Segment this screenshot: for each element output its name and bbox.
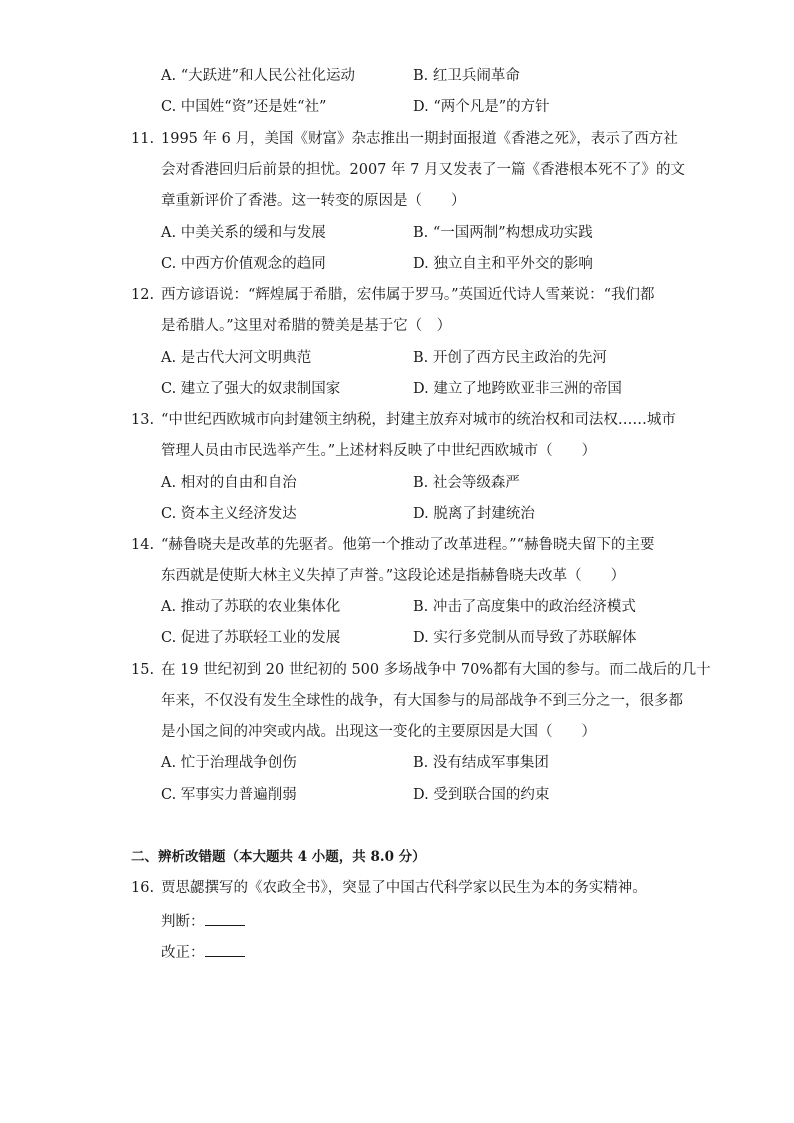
q15-stem-line3: 是小国之间的冲突或内战。出现这一变化的主要原因是大国（ ）: [161, 724, 596, 740]
q13-stem-line1: “中世纪西欧城市向封建领主纳税，封建主放弃对城市的统治权和司法权……城市: [161, 412, 676, 428]
q14-option-a: A. 推动了苏联的农业集体化: [161, 599, 341, 615]
q11-stem-line3: 章重新评价了香港。这一转变的原因是（ ）: [161, 193, 466, 209]
q15-stem-line2: 年来，不仅没有发生全球性的战争，有大国参与的局部战争不到三分之一，很多都: [161, 693, 683, 709]
q15-option-d: D. 受到联合国的约束: [413, 787, 550, 803]
q16-correct-label: 改正：: [161, 945, 205, 961]
q12-stem-line2: 是希腊人。”这里对希腊的赞美是基于它（ ）: [161, 318, 452, 334]
q10-option-c: C. 中国姓“资”还是姓“社”: [161, 99, 327, 115]
q15-option-c: C. 军事实力普遍削弱: [161, 787, 297, 803]
q12-option-a: A. 是古代大河文明典范: [161, 350, 312, 366]
q10-option-d: D. “两个凡是”的方针: [413, 99, 550, 115]
q11-option-a: A. 中美关系的缓和与发展: [161, 225, 326, 241]
q11-stem-line1: 1995 年 6 月，美国《财富》杂志推出一期封面报道《香港之死》，表示了西方社: [161, 131, 678, 147]
q14-stem-line1: “赫鲁晓夫是改革的先驱者。他第一个推动了改革进程。”“赫鲁晓夫留下的主要: [161, 537, 655, 553]
q14-stem-line2: 东西就是使斯大林主义失掉了声誉。”这段论述是指赫鲁晓夫改革（ ）: [161, 568, 626, 584]
q16-judge-label: 判断：: [161, 914, 205, 930]
section-heading: 二、辨析改错题（本大题共 4 小题，共 8.0 分）: [131, 849, 426, 865]
q10-option-a: A. “大跃进”和人民公社化运动: [161, 68, 356, 84]
q12-option-b: B. 开创了西方民主政治的先河: [413, 350, 607, 366]
q10-option-b: B. 红卫兵闹革命: [413, 68, 520, 84]
q16-correct-blank[interactable]: [205, 942, 245, 957]
q16-correct-row: [161, 942, 245, 962]
q11-option-b: B. “一国两制”构想成功实践: [413, 225, 593, 241]
q14-option-b: B. 冲击了高度集中的政治经济模式: [413, 599, 636, 615]
q15-number: 15.: [131, 662, 155, 678]
q11-stem-line2: 会对香港回归后前景的担忧。2007 年 7 月又发表了一篇《香港根本死不了》的文: [161, 162, 685, 178]
q12-option-d: D. 建立了地跨欧亚非三洲的帝国: [413, 381, 622, 397]
q16-judge-row: [161, 911, 245, 931]
q12-option-c: C. 建立了强大的奴隶制国家: [161, 381, 341, 397]
q16-judge-blank[interactable]: [205, 911, 245, 926]
q11-number: 11.: [131, 131, 155, 147]
q16-stem-line1: 贾思勰撰写的《农政全书》，突显了中国古代科学家以民生为本的务实精神。: [161, 880, 647, 896]
q13-option-b: B. 社会等级森严: [413, 475, 520, 491]
q13-option-d: D. 脱离了封建统治: [413, 506, 535, 522]
q13-option-c: C. 资本主义经济发达: [161, 506, 297, 522]
q15-option-a: A. 忙于治理战争创伤: [161, 755, 297, 771]
q11-option-c: C. 中西方价值观念的趋同: [161, 256, 326, 272]
q13-stem-line2: 管理人员由市民选举产生。”上述材料反映了中世纪西欧城市（ ）: [161, 443, 597, 459]
q13-number: 13.: [131, 412, 155, 428]
q15-stem-line1: 在 19 世纪初到 20 世纪初的 500 多场战争中 70%都有大国的参与。而二战后的几十: [161, 662, 711, 678]
q12-number: 12.: [131, 287, 155, 303]
q12-stem-line1: 西方谚语说：“辉煌属于希腊，宏伟属于罗马。”英国近代诗人雪莱说：“我们都: [161, 287, 655, 303]
q13-option-a: A. 相对的自由和自治: [161, 475, 297, 491]
q15-option-b: B. 没有结成军事集团: [413, 755, 549, 771]
q14-option-c: C. 促进了苏联轻工业的发展: [161, 630, 341, 646]
q14-option-d: D. 实行多党制从而导致了苏联解体: [413, 630, 637, 646]
q14-number: 14.: [131, 537, 155, 553]
q16-number: 16.: [131, 880, 155, 896]
q11-option-d: D. 独立自主和平外交的影响: [413, 256, 593, 272]
